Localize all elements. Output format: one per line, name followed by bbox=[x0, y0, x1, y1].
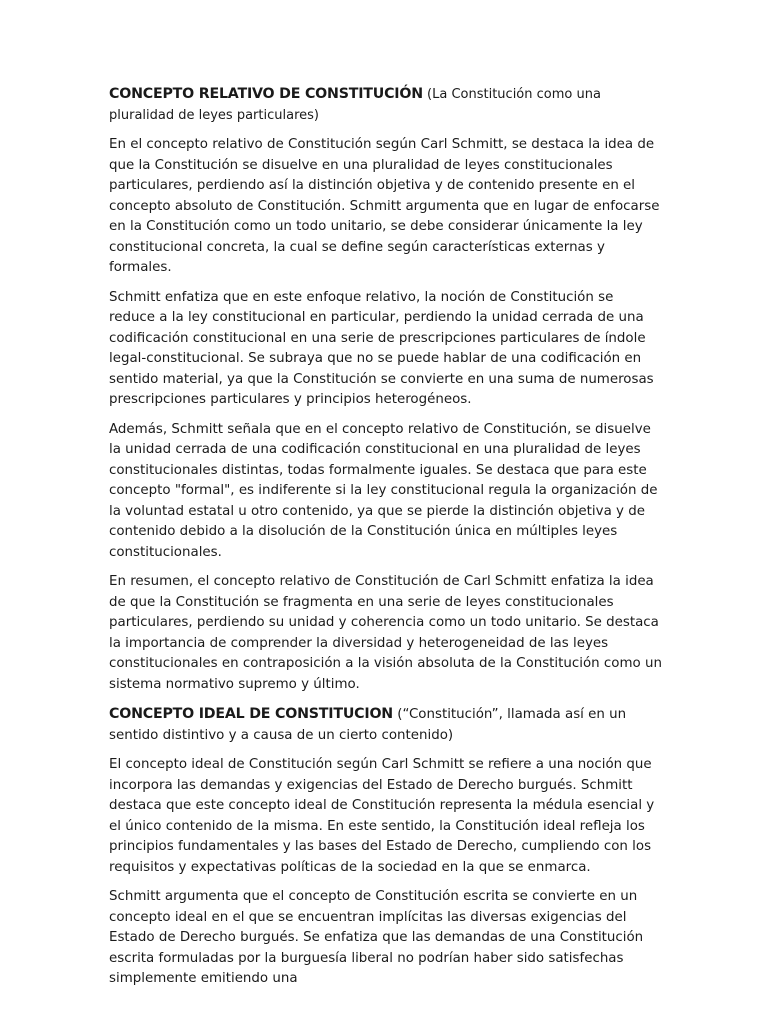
paragraph: Además, Schmitt señala que en el concepto relativo de Constitución, se disuelve la unidad cerrada de una codificación constitucional en una pluralidad de leyes constitucionales distintas, todas formalmente iguales. Se destaca que para este concepto "formal", es indiferente si la ley constitucional regula la organización de la voluntad estatal u otro contenido, ya que se pierde la distinción objetiva y de contenido debido a la disolución de la Constitución única en múltiples leyes constitucionales. bbox=[109, 421, 658, 560]
paragraph: En resumen, el concepto relativo de Constitución de Carl Schmitt enfatiza la idea de que la Constitución se fragmenta en una serie de leyes constitucionales particulares, perdiendo su unidad y coherencia como un todo unitario. Se destaca la importancia de comprender la diversidad y heterogeneidad de las leyes constitucionales en contraposición a la visión absoluta de la Constitución como un sistema normativo supremo y último. bbox=[109, 574, 662, 692]
section-subtitle: (La Constitución como una pluralidad de leyes particulares) bbox=[109, 87, 601, 123]
paragraph: Schmitt argumenta que el concepto de Constitución escrita se convierte en un concepto ideal en el que se encuentran implícitas las diversas exigencias del Estado de Derecho burgués. Se enfatiza que las demandas de una Constitución escrita formuladas por la burguesía liberal no podrían haber sido satisfechas simplemente emitiendo una bbox=[109, 889, 644, 986]
paragraph: El concepto ideal de Constitución según Carl Schmitt se refiere a una noción que incorpora las demandas y exigencias del Estado de Derecho burgués. Schmitt destaca que este concepto ideal de Constitución representa la médula esencial y el único contenido de la misma. En este sentido, la Constitución ideal refleja los principios fundamentales y las bases del Estado de Derecho, cumpliendo con los requisitos y expectativas políticas de la sociedad en la que se enmarca. bbox=[109, 757, 655, 875]
paragraph: Schmitt enfatiza que en este enfoque relativo, la noción de Constitución se reduce a la ley constitucional en particular, perdiendo la unidad cerrada de una codificación constitucional en una serie de prescripciones particulares de índole legal-constitucional. Se subraya que no se puede hablar de una codificación en sentido material, ya que la Constitución se convierte en una suma de numerosas prescripciones particulares y principios heterogéneos. bbox=[109, 289, 654, 407]
section-heading-ideal bbox=[109, 704, 662, 746]
document-body bbox=[109, 84, 662, 999]
paragraph: En el concepto relativo de Constitución según Carl Schmitt, se destaca la idea de que la Constitución se disuelve en una pluralidad de leyes constitucionales particulares, perdiendo así la distinción objetiva y de contenido presente en el concepto absoluto de Constitución. Schmitt argumenta que en lugar de enfocarse en la Constitución como un todo unitario, se debe considerar únicamente la ley constitucional concreta, la cual se define según características externas y formales. bbox=[109, 137, 660, 275]
section-subtitle: (“Constitución”, llamada así en un sentido distintivo y a causa de un cierto contenido) bbox=[109, 707, 627, 743]
section-title: CONCEPTO RELATIVO DE CONSTITUCIÓN bbox=[109, 86, 423, 102]
section-heading-relativo bbox=[109, 84, 662, 126]
section-title: CONCEPTO IDEAL DE CONSTITUCION bbox=[109, 706, 393, 722]
